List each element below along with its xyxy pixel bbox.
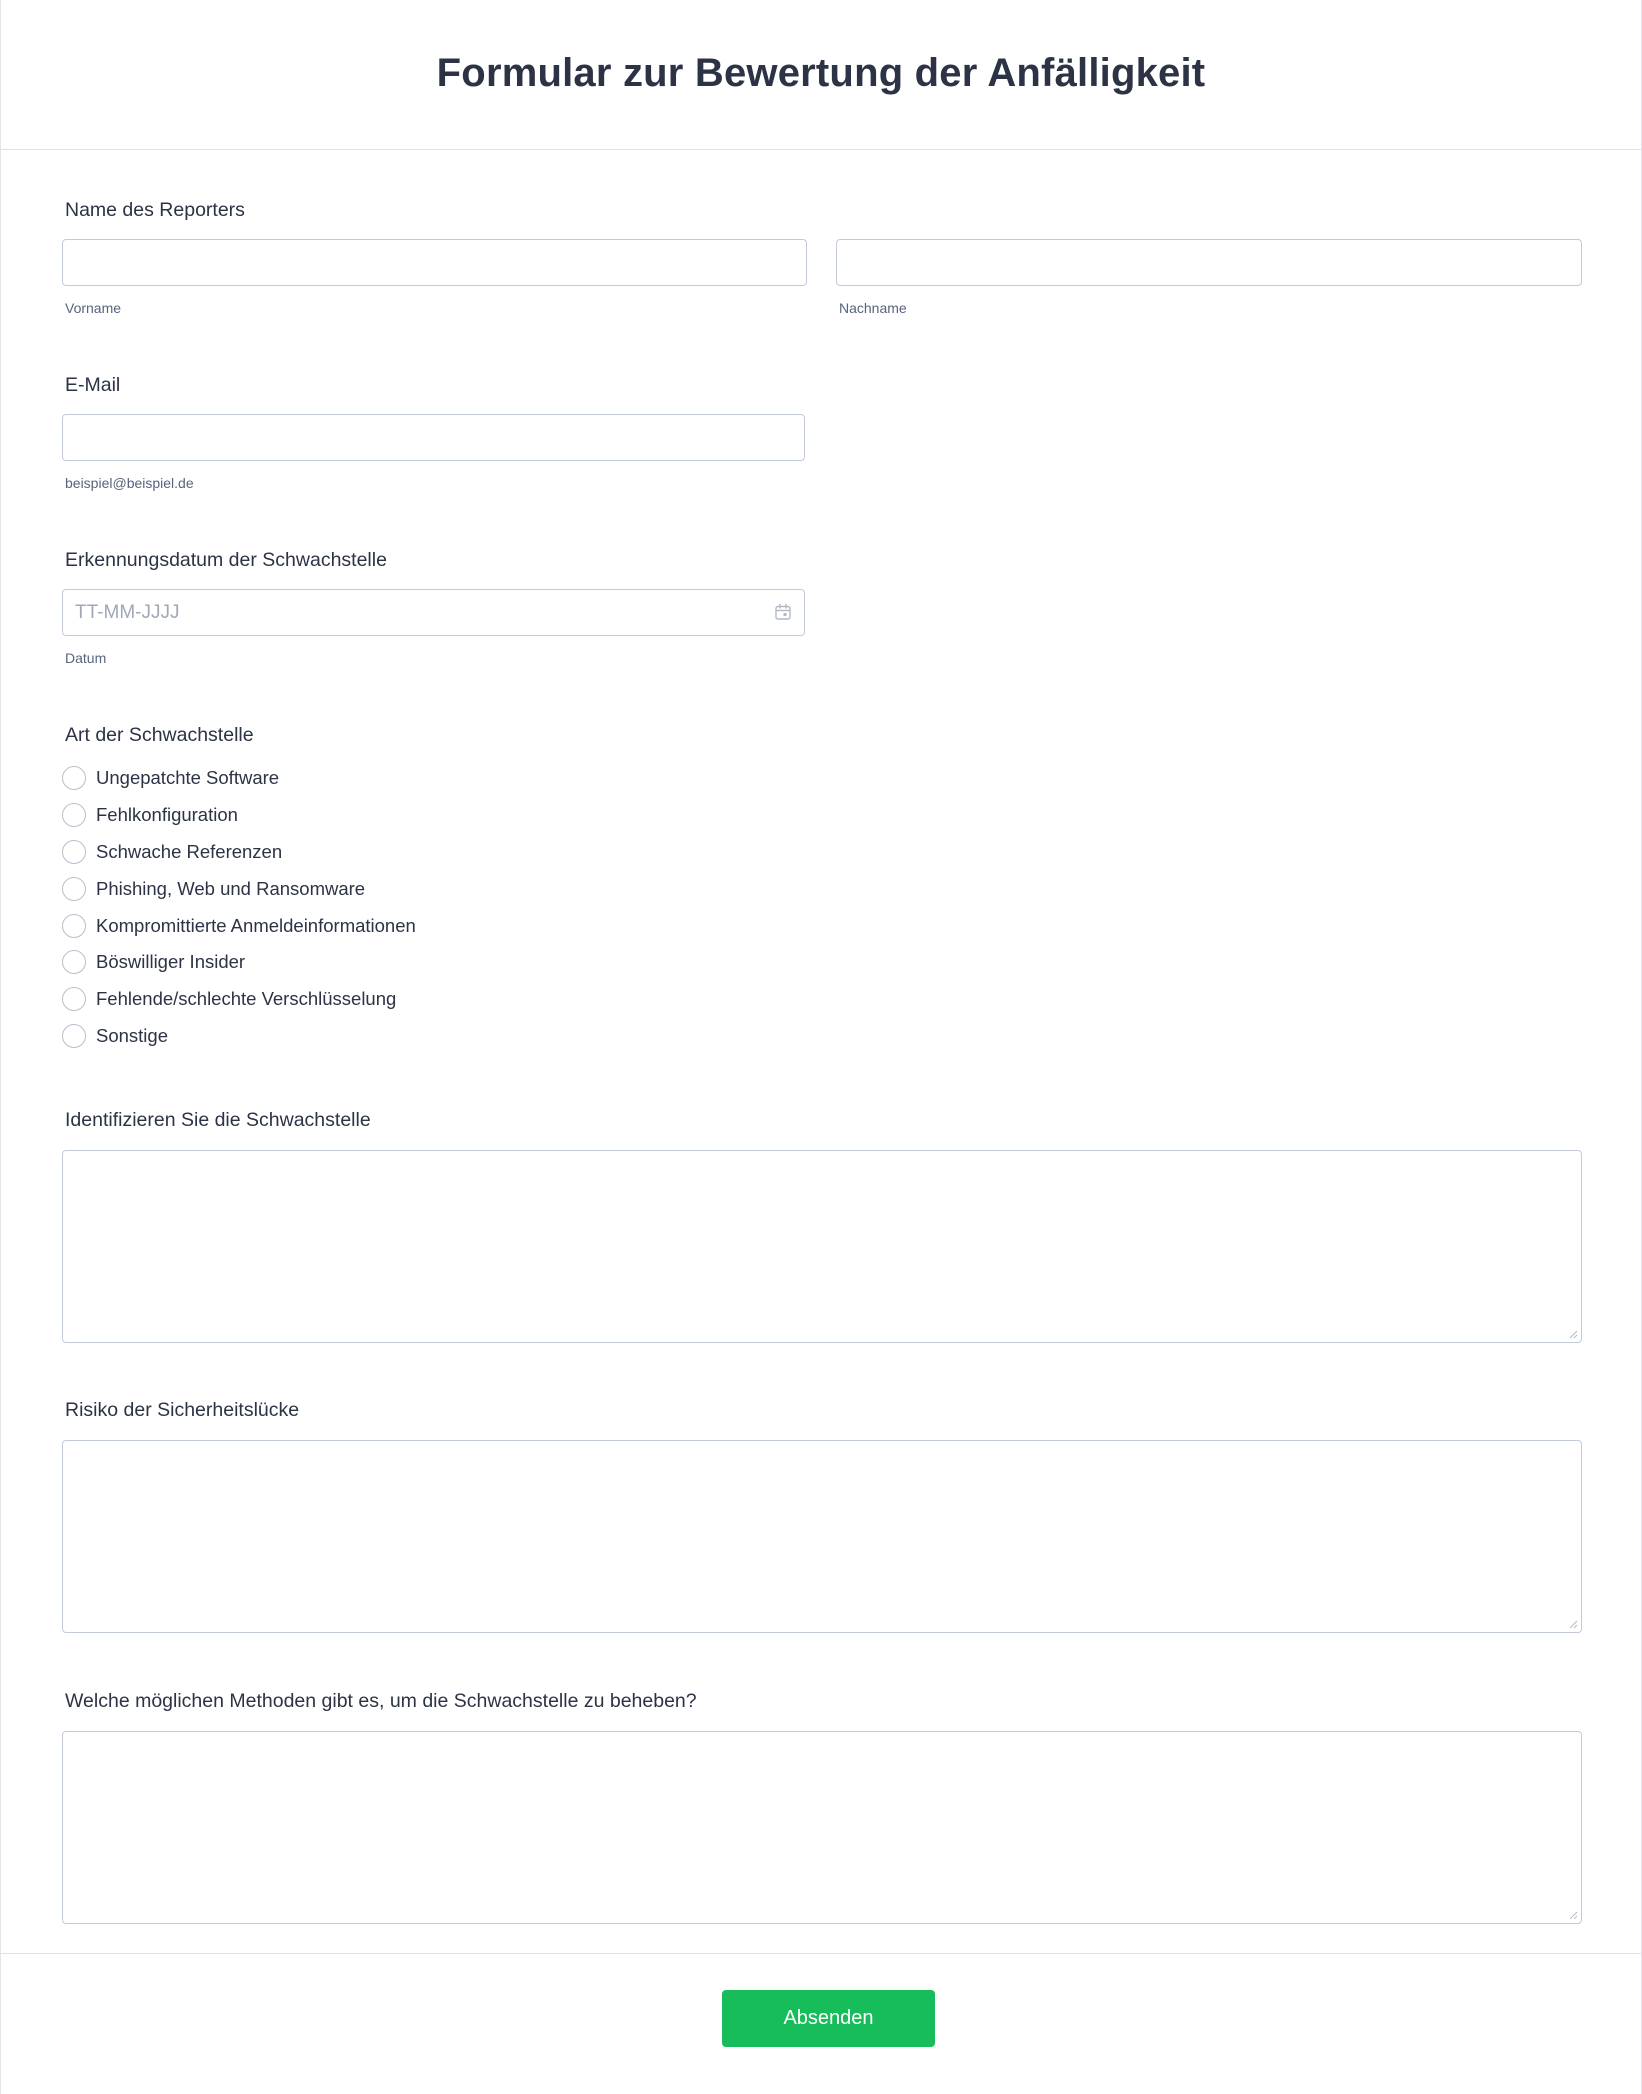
identify-label: Identifizieren Sie die Schwachstelle bbox=[65, 1109, 371, 1131]
last-name-sublabel: Nachname bbox=[839, 300, 907, 316]
radio-option[interactable] bbox=[62, 800, 238, 830]
first-name-sublabel: Vorname bbox=[65, 300, 122, 316]
radio-circle[interactable] bbox=[62, 877, 86, 901]
risk-field bbox=[62, 1395, 1580, 1635]
date-input[interactable] bbox=[62, 589, 805, 636]
radio-option-label: Sonstige bbox=[96, 1025, 168, 1046]
vulnerability-type-label: Art der Schwachstelle bbox=[65, 724, 254, 746]
first-name-input[interactable] bbox=[62, 239, 807, 286]
radio-option-label: Kompromittierte Anmeldeinformationen bbox=[96, 915, 416, 936]
risk-label: Risiko der Sicherheitslücke bbox=[65, 1399, 300, 1421]
identify-field bbox=[62, 1105, 1580, 1345]
radio-option[interactable] bbox=[62, 837, 282, 867]
email-label: E-Mail bbox=[65, 374, 121, 396]
vulnerability-type-field bbox=[62, 720, 1580, 1060]
radio-option-label: Fehlkonfiguration bbox=[96, 804, 238, 825]
date-label: Erkennungsdatum der Schwachstelle bbox=[65, 549, 387, 571]
calendar-icon[interactable] bbox=[774, 603, 792, 621]
radio-circle[interactable] bbox=[62, 914, 86, 938]
radio-option-label: Phishing, Web und Ransomware bbox=[96, 878, 366, 899]
radio-option-label: Schwache Referenzen bbox=[96, 841, 283, 862]
methods-label: Welche möglichen Methoden gibt es, um die Schwachstelle zu beheben? bbox=[65, 1690, 697, 1712]
identify-textarea[interactable] bbox=[62, 1150, 1582, 1343]
methods-field bbox=[62, 1686, 1580, 1926]
radio-circle[interactable] bbox=[62, 987, 86, 1011]
form-footer bbox=[1, 1953, 1641, 2094]
radio-option[interactable] bbox=[62, 874, 365, 904]
radio-circle[interactable] bbox=[62, 1024, 86, 1048]
resize-handle-icon[interactable] bbox=[1568, 1619, 1578, 1629]
date-placeholder: TT-MM-JJJJ bbox=[75, 602, 180, 623]
radio-circle[interactable] bbox=[62, 840, 86, 864]
email-input[interactable] bbox=[62, 414, 805, 461]
date-sublabel: Datum bbox=[65, 650, 107, 666]
date-field bbox=[62, 545, 1580, 675]
radio-option[interactable] bbox=[62, 1021, 168, 1051]
radio-option-label: Ungepatchte Software bbox=[96, 767, 280, 788]
email-sublabel: beispiel@beispiel.de bbox=[65, 475, 194, 491]
resize-handle-icon[interactable] bbox=[1568, 1910, 1578, 1920]
radio-option[interactable] bbox=[62, 763, 279, 793]
reporter-name-label: Name des Reporters bbox=[65, 199, 245, 221]
radio-option-label: Böswilliger Insider bbox=[96, 951, 246, 972]
radio-circle[interactable] bbox=[62, 803, 86, 827]
radio-circle[interactable] bbox=[62, 766, 86, 790]
radio-option-label: Fehlende/schlechte Verschlüsselung bbox=[96, 988, 397, 1009]
reporter-name-field bbox=[62, 195, 1580, 325]
form-title: Formular zur Bewertung der Anfälligkeit bbox=[436, 51, 1206, 95]
submit-button[interactable]: Absenden bbox=[722, 1990, 935, 2047]
radio-option[interactable] bbox=[62, 911, 416, 941]
resize-handle-icon[interactable] bbox=[1568, 1329, 1578, 1339]
email-field bbox=[62, 370, 1580, 500]
radio-option[interactable] bbox=[62, 947, 245, 977]
radio-option[interactable] bbox=[62, 984, 396, 1014]
radio-circle[interactable] bbox=[62, 950, 86, 974]
form-header bbox=[1, 0, 1641, 150]
risk-textarea[interactable] bbox=[62, 1440, 1582, 1633]
last-name-input[interactable] bbox=[836, 239, 1582, 286]
methods-textarea[interactable] bbox=[62, 1731, 1582, 1924]
